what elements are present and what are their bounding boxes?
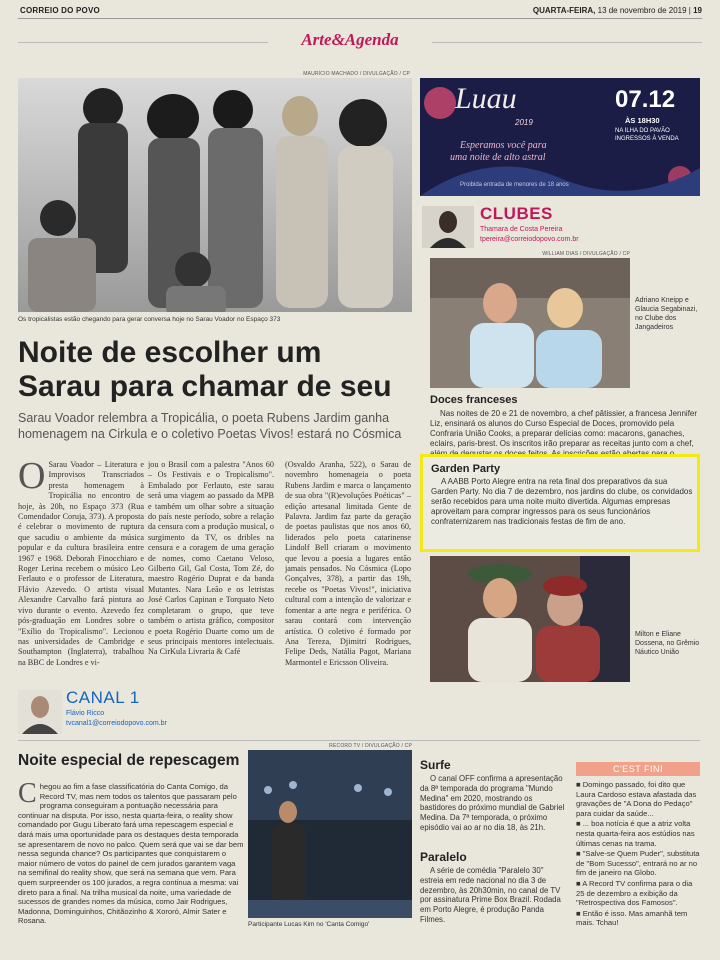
garden-party-body: A AABB Porto Alegre entra na reta final dos preparativos da sua Garden Party. No dia 7 de dezembro, nos jardins do clube, os convidados serão recebidos para uma noite muito divertida. Algumas empresas aproveitam para comprar ingressos para os seus funcionários confraternizarem nas tradicionais festas de fim de ano. <box>431 477 693 526</box>
canal1-email: tvcanal1@correiodopovo.com.br <box>66 720 167 727</box>
cest-fini-item: ■ "Salve-se Quem Puder", substituta de "Bom Sucesso", entrará no ar no fim de janeiro na Globo. <box>576 849 700 878</box>
section-rule-right <box>432 42 702 43</box>
canta-comigo-caption: Participante Lucas Kim no 'Canta Comigo' <box>248 921 370 928</box>
lead-photo-credit: MAURÍCIO MACHADO / DIVULGAÇÃO / CP <box>303 71 410 77</box>
garden-party-title: Garden Party <box>431 463 501 475</box>
paralelo-title: Paralelo <box>420 850 467 864</box>
page-number: 19 <box>690 6 702 15</box>
luau-date: 07.12 <box>615 86 676 113</box>
publication-name: CORREIO DO POVO <box>20 6 100 15</box>
uniao-photo-caption: Milton e Eliane Dossena, no Grêmio Náutico União <box>635 631 700 656</box>
canal1-body <box>18 782 244 952</box>
canal1-author-photo <box>18 690 62 734</box>
lead-headline-line-2: Sarau para chamar de seu <box>18 370 392 403</box>
canal1-rule <box>18 740 700 741</box>
section-title: Arte&Agenda <box>301 30 399 49</box>
clubes-title: CLUBES <box>480 204 553 223</box>
cest-fini-list <box>576 780 700 952</box>
tropicalistas-photo-illustration <box>18 78 412 312</box>
couple-photo-illustration <box>430 258 630 388</box>
paralelo-body: A série de comédia "Paralelo 30" estreia em rede nacional no dia 3 de dezembro, às 20h30min, no canal de TV por assinatura Prime Box Brazil. Rodada em Porto Alegre, é produção Panda Filmes. <box>420 866 561 924</box>
uniao-photo <box>430 556 630 682</box>
oktoberfest-couple-illustration <box>430 556 630 682</box>
clubes-photo <box>430 258 630 388</box>
luau-tagline-1: Esperamos você para <box>460 140 547 151</box>
clubes-photo-credit: WILLIAM DIAS / DIVULGAÇÃO / CP <box>542 251 630 257</box>
cest-fini-item: ■ ... boa notícia é que a atriz volta nesta quarta-feira aos estúdios nas últimas cenas na trama. <box>576 819 695 848</box>
issue-weekday: QUARTA-FEIRA, <box>532 6 596 15</box>
luau-venue-2: INGRESSOS À VENDA <box>615 136 679 142</box>
header-rule <box>18 18 702 19</box>
canal1-body-text: hegou ao fim a fase classificatória do Canta Comigo, da Record TV, mas nem todos os talentos que passaram pelo programa conseguiram a pontuação necessária para continuar na disputa. Por isso, nesta quarta-feira, o reality show comandado por Gugu Liberato fará uma repescagem especial e dará mais uma oportunidade para os destaques desta temporada se apresentarem de novo no palco. Quem será que vai se dar bem nessa segunda chance? Os participantes que conquistarem o maior número de votos do painel de cem jurados garantem vaga na semifinal do reality show, que será na semana que vem. Para quem surpreender os 100 jurados, a regra continua a mesma: vai direto para a final. Na trilha musical da noite, uma variedade de sucessos de grandes nomes da música, como Jair Rodrigues, Madonna, Dominguinhos, Chitãozinho & Xororó, Almir Sater e Rosana. <box>18 782 244 926</box>
canal1-photo-credit: RECORD TV / DIVULGAÇÃO / CP <box>329 743 412 749</box>
cest-fini-banner: C'EST FINI <box>576 762 700 776</box>
cest-fini-item: ■ Domingo passado, foi dito que Laura Cardoso estava afastada das gravações de "A Dona do Pedaço" para cuidar da saúde... <box>576 780 697 818</box>
author-portrait-icon <box>18 690 62 734</box>
canta-comigo-photo <box>248 750 412 918</box>
stage-performer-illustration <box>248 750 412 918</box>
cest-fini-item: ■ Então é isso. Mas amanhã tem mais. Tchau! <box>576 908 688 928</box>
lead-photo <box>18 78 412 312</box>
lead-headline-line-1: Noite de escolher um <box>18 336 322 369</box>
lead-body-column-3: (Osvaldo Aranha, 522), o Sarau de novembro homenageia o poeta Rubens Jardim e marca o lançamento de sua obra "(R)evoluções Poéticas" – edição artesanal limitada Gente de Palavra. Jardim faz parte da geração de poetas paulistas que nos anos 60, liderados pelo poeta catarinense Lindolf Bell criaram o movimento que levou a poesia a lugares então jamais pensados. No Cósmica (Lopo Gonçalves, 378), a partir das 19h, recebe os "Poetas Vivos!", iniciativa cultural com a intenção de valorizar e fomentar a arte negra e periférica. O sarau contará com intervenção artística. O coletivo é formado por Ana Tereza, Djimitri Rodrigues, Felipe Deds, Natália Pagot, Mariana Marmontel e Ericsson Oliveira. <box>285 460 411 667</box>
surfe-title: Surfe <box>420 758 451 772</box>
lead-body-text-1: Sarau Voador – Literatura e Improvisos Transcriados presta homenagem à Tropicália no encontro de hoje, às 20h, no Espaço 373 (Rua Comendador Coruja, 373). A proposta é celebrar o movimento de ruptura que sacudiu o ambiente da música popular e da cultura brasileira entre 1967 e 1968. Deborah Finocchiaro e Roger Lerina recebem o músico Leo Ferlauto e o professor de Literatura, Flávio Azevedo. O artista visual Alexandre Carvalho fará pintura ao vivo durante o evento. Azevedo fez pós-graduação em Londres sobre o "Exílio do Tropicalismo". Lecionou nas universidades de Cambridge e Southampton (Inglaterra), trabalhou na BBC de Londres e vi- <box>18 460 144 667</box>
luau-footer: Proibida entrada de menores de 18 anos <box>460 182 569 188</box>
garden-party-box <box>420 454 700 552</box>
clubes-author: Thamara de Costa Pereira <box>480 226 563 233</box>
luau-venue-1: NA ILHA DO PAVÃO <box>615 128 670 134</box>
luau-ad <box>420 78 700 196</box>
doces-body: Nas noites de 20 e 21 de novembro, a chef pâtissier, a francesa Jennifer Liz, ensinará os alunos do Curso Especial de Doces, promovido pela Confraria União Cooks, a preparar delícias como: macarons, ganaches, eclairs, paris-brest. Os inscritos irão preparar as receitas junto com a chef, <box>430 409 698 448</box>
lead-body-column-2: jou o Brasil com a palestra "Anos 60 – Os Festivais e o Tropicalismo". Embalado por Ferlauto, este sarau será uma viagem ao passado da MPB e também um olhar sobre a situação do país neste período, sobre a relação da censura com a produção musical, o surgimento da TV, os dribles na censura e a coragem de uma geração de nomes, como Caetano Veloso, Gilberto Gil, Gal Costa, Tom Zé, do maestro Rogério Duprat e da banda Mutantes. Nara Leão e os letristas José Carlos Capinan e Torquato Neto completaram o grupo, que teve também o artista gráfico, compositor e poeta Rogério Duarte como um de seus principais mentores intelectuais. Na CirKula Livraria & Café <box>148 460 274 657</box>
lead-deck: Sarau Voador relembra a Tropicália, o poeta Rubens Jardim ganha homenagem na Cirkula e o coletivo Poetas Vivos! estará no Cósmica <box>18 411 402 441</box>
issue-date <box>533 6 702 15</box>
clubes-author-photo <box>422 206 474 248</box>
author-portrait-icon <box>422 206 474 248</box>
clubes-email: tpereira@correiodopovo.com.br <box>480 236 579 243</box>
luau-title: Luau <box>455 82 517 115</box>
issue-date-text: 13 de novembro de 2019 | <box>595 6 691 15</box>
luau-time: ÀS 18H30 <box>625 116 660 125</box>
canal1-author: Flávio Ricco <box>66 710 105 717</box>
surfe-body: O canal OFF confirma a apresentação da 8ª temporada do programa "Mundo Medina" em 2020, mostrando os bastidores do próximo mundial de Gabriel Medina. Da 7ª temporada, o próximo episódio vai ao ar no dia 18, às 21h. <box>420 774 565 832</box>
lead-photo-caption: Os tropicalistas estão chegando para gerar conversa hoje no Sarau Voador no Espaço 373 <box>18 316 281 323</box>
section-rule-left <box>18 42 268 43</box>
luau-tagline-2: uma noite de alto astral <box>450 152 546 163</box>
lead-body-column-1 <box>18 460 144 710</box>
cest-fini-item: ■ A Record TV confirma para o dia 25 de dezembro a exibição da "Retrospectiva dos Famosos". <box>576 878 693 908</box>
luau-year: 2019 <box>515 118 533 127</box>
lead-dropcap: O <box>18 460 46 497</box>
clubes-photo-caption: Adriano Kneipp e Glaucia Segabinazi, no Clube dos Jangadeiros <box>635 297 698 331</box>
doces-title: Doces franceses <box>430 394 518 406</box>
canal1-title: CANAL 1 <box>66 688 140 707</box>
canal1-dropcap: C <box>18 782 37 809</box>
canal1-headline: Noite especial de repescagem <box>18 752 240 769</box>
